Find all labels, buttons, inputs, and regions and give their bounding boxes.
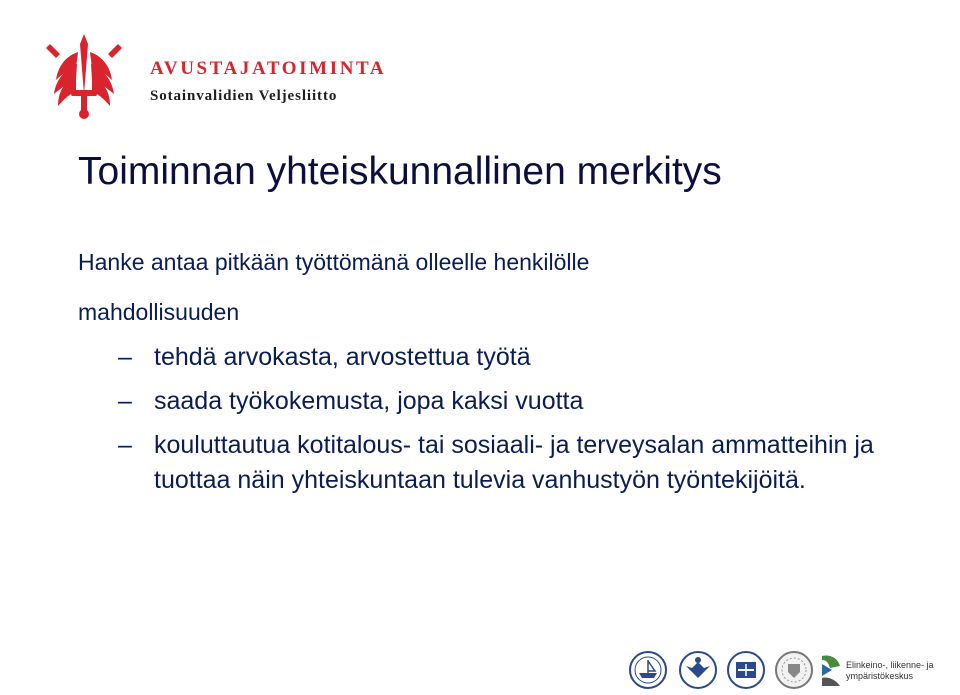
bullet-text: saada työkokemusta, jopa kaksi vuotta [154, 387, 584, 415]
ely-text [846, 660, 934, 682]
ship-seal-icon [628, 650, 668, 690]
list-item [118, 384, 898, 419]
bullet-text: kouluttautua kotitalous- tai sosiaali- ja terveysalan ammatteihin ja tuottaa näin yhteiskuntaan tulevia vanhustyön työntekijöitä. [154, 431, 874, 494]
intro-line-2: mahdollisuuden [78, 299, 240, 325]
header [0, 0, 960, 125]
bullet-text: tehdä arvokasta, arvostettua työtä [154, 343, 531, 371]
bullet-dash: – [118, 343, 132, 371]
ely-line-2: ympäristökeskus [846, 671, 914, 681]
slide-title: Toiminnan yhteiskunnallinen merkitys [78, 150, 722, 193]
eagle-seal-icon [678, 650, 718, 690]
bullet-list [118, 340, 898, 507]
intro-line-1: Hanke antaa pitkään työttömänä olleelle henkilölle [78, 249, 590, 275]
list-item [118, 428, 898, 498]
org-name: AVUSTAJATOIMINTA [150, 58, 387, 79]
org-subtitle: Sotainvalidien Veljesliitto [150, 88, 338, 104]
bullet-dash: – [118, 387, 132, 415]
bullet-dash: – [118, 431, 132, 459]
intro-text [78, 237, 878, 337]
footer-logos [628, 650, 948, 694]
sword-wings-emblem-icon [38, 30, 130, 122]
ely-logo-icon [818, 650, 844, 690]
list-item [118, 340, 898, 375]
badge-seal-icon [726, 650, 766, 690]
ely-line-1: Elinkeino-, liikenne- ja [846, 660, 934, 670]
crest-seal-icon [774, 650, 814, 690]
